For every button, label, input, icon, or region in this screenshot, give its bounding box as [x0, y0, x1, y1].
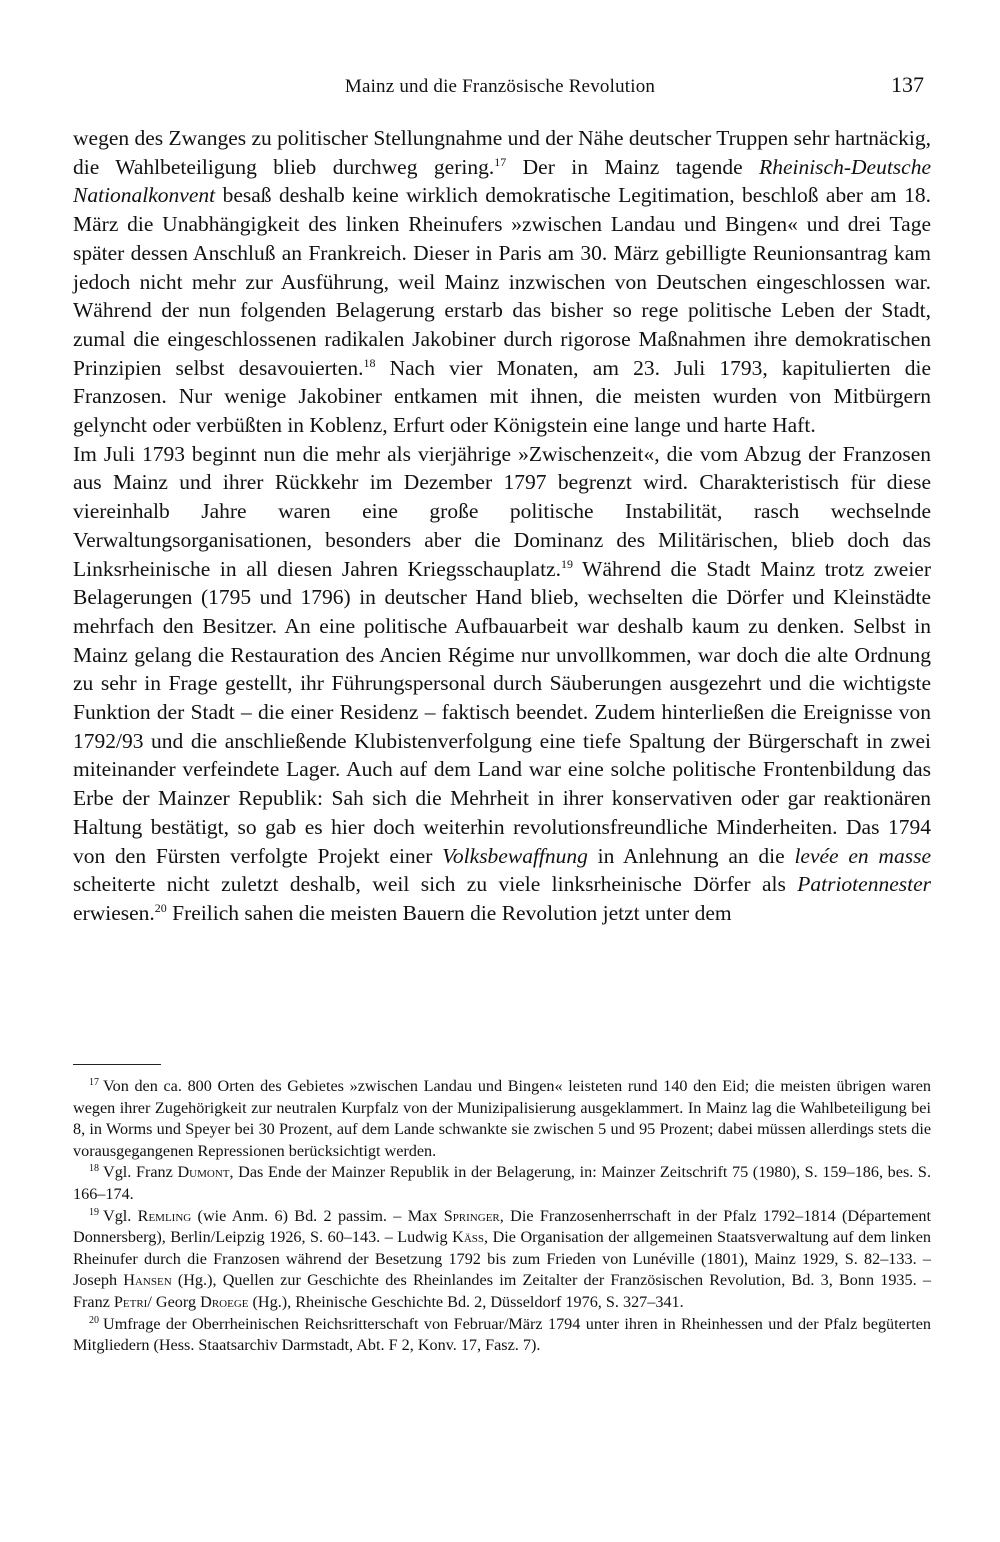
footnote-text: (wie Anm. 6) Bd. 2 passim. – Max — [191, 1206, 444, 1225]
text-run: Der in Mainz tagende — [506, 154, 760, 179]
emphasis: Patriotennester — [797, 872, 931, 897]
footnote-17 — [73, 1076, 931, 1162]
emphasis: levée en masse — [794, 843, 931, 868]
footnote-ref-19[interactable]: 19 — [560, 556, 573, 571]
text-run: erwiesen. — [73, 900, 155, 925]
footnote-mark: 19 — [89, 1206, 99, 1218]
page-number: 137 — [891, 72, 924, 97]
author-name: Hansen — [123, 1271, 172, 1290]
emphasis: Rheinisch-Deutsche Nationalkonvent — [73, 154, 931, 208]
author-name: Springer — [443, 1206, 500, 1225]
author-name: Remling — [137, 1206, 192, 1225]
text-run: in Anlehnung an die — [587, 843, 795, 868]
text-run: Im Juli 1793 beginnt nun die mehr als vierjährige »Zwischenzeit«, die vom Abzug der Franzosen aus Mainz und ihrer Rückkehr im Dezember 1797 begrenzt wird. Charakteristisch für diese viereinhalb Jahre waren eine große politische Instabilität, rasch wechselnde Verwaltungsorganisationen, besonders aber die Dominanz des Militärischen, blieb doch das Linksrheinische in all diesen Jahren Kriegsschauplatz. — [73, 441, 931, 581]
footnote-mark: 17 — [89, 1077, 99, 1088]
text-run: Während die Stadt Mainz trotz zweier Belagerungen (1795 und 1796) in deutscher Hand blieb, wechselten die Dörfer und Kleinstädte mehrfach den Besitzer. An eine politische Aufbauarbeit war deshalb kaum zu denken. Selbst in Mainz gelang die Restauration des Ancien Régime nur unvollkommen, war doch die alte Ordnung zu sehr in Frage gestellt, ihr Führungspersonal durch Säuberungen ausgezehrt und die wichtigste Funktion der Stadt – die einer Residenz – faktisch beendet. Zudem hinterließen die Ereignisse von 1792/93 und die anschließende Klubistenverfolgung eine tiefe Spaltung der Bürgerschaft in zwei miteinander verfeindete Lager. Auch auf dem Land war eine solche politische Frontenbildung das Erbe der Mainzer Republik: Sah sich die Mehrheit in ihrer konservativen oder gar reaktionären Haltung bestätigt, so gab es hier doch weiterhin revolutionsfreundliche Minderheiten. Das 1794 von den Fürsten verfolgte Projekt einer — [73, 556, 931, 868]
text-run: scheiterte nicht zuletzt deshalb, weil sich zu viele linksrheinische Dörfer als — [73, 872, 798, 897]
running-head — [70, 72, 930, 104]
footnote-text: , Die Franzosenherrschaft in der Pfalz 1792–1814 (Département Donnersberg), Berlin/Leipzig 1926, S. 60–143. – Ludwig — [73, 1206, 931, 1247]
footnote-19 — [73, 1206, 931, 1314]
footnote-text: Vgl. Franz — [103, 1163, 178, 1182]
footnote-text: Umfrage der Oberrheinischen Reichsritterschaft von Februar/März 1794 unter ihren in Rheinhessen und der Pfalz begüterten Mitgliedern (Hess. Staatsarchiv Darmstadt, Abt. F 2, Konv. 17, Fasz. 7). — [73, 1314, 931, 1355]
footnote-text: Von den ca. 800 Orten des Gebietes »zwischen Landau und Bingen« leisteten rund 140 den Eid; die meisten übrigen waren wegen ihrer Zugehörigkeit zur neutralen Kurpfalz von der Munizipalisierung ausgeklammert. In Mainz lag die Wahlbeteiligung bei 8, in Worms und Speyer bei 30 Prozent, auf dem Lande schwankte sie zwischen 5 und 95 Prozent; dabei müssen allerdings stets die vorausgegangenen Repressionen berücksichtigt werden. — [73, 1077, 931, 1160]
body-paragraph — [73, 124, 931, 440]
text-run: wegen des Zwanges zu politischer Stellungnahme und der Nähe deutscher Truppen sehr hartnäckig, die Wahlbeteiligung blieb durchweg gering. — [73, 126, 931, 179]
footnote-text: (Hg.), Quellen zur Geschichte des Rheinlandes im Zeitalter der Französischen Revolution, Bd. 3, Bonn 1935. – Franz — [73, 1271, 931, 1311]
footnote-ref-20[interactable]: 20 — [154, 900, 167, 915]
footnote-text: , Das Ende der Mainzer Republik in der Belagerung, in: Mainzer Zeitschrift 75 (1980), S. 159–186, bes. S. 166–174. — [73, 1163, 931, 1203]
author-name: Käss — [452, 1228, 485, 1247]
body-paragraph — [73, 440, 931, 928]
footnote-ref-17[interactable]: 17 — [494, 154, 507, 169]
footnote-20 — [73, 1314, 931, 1357]
text-run: besaß deshalb keine wirklich demokratische Legitimation, beschloß aber am 18. März die Unabhängigkeit des linken Rheinufers »zwischen Landau und Bingen« und drei Tage später dessen Anschluß an Frankreich. Dieser in Paris am 30. März gebilligte Reunionsantrag kam jedoch nicht mehr zur Ausführung, weil Mainz inzwischen von Deutschen eingeschlossen war. Während der nun folgenden Belagerung erstarb das bisher so rege politische Leben der Stadt, zumal die eingeschlossenen radikalen Jakobiner durch rigorose Maßnahmen ihre demokratischen Prinzipien selbst desavouierten. — [73, 183, 931, 380]
footnote-text: , Die Organisation der allgemeinen Staatsverwaltung auf dem linken Rheinufer durch die Franzosen während der Besetzung 1792 bis zum Frieden von Lunéville (1801), Mainz 1929, S. 82–133. – Joseph — [73, 1228, 931, 1290]
footnote-text: Vgl. — [103, 1206, 138, 1225]
emphasis: Volksbewaffnung — [442, 843, 588, 868]
footnote-18 — [73, 1162, 931, 1205]
running-title: Mainz und die Französische Revolution — [344, 76, 656, 97]
footnote-mark: 18 — [89, 1163, 99, 1175]
text-run: Nach vier Monaten, am 23. Juli 1793, kapitulierten die Franzosen. Nur wenige Jakobiner entkamen mit ihnen, die meisten wurden von Mitbürgern gelyncht oder verbüßten in Koblenz, Erfurt oder Königstein eine lange und harte Haft. — [73, 355, 931, 438]
text-run: Freilich sahen die meisten Bauern die Revolution jetzt unter dem — [166, 900, 732, 925]
footnote-separator — [73, 1064, 161, 1065]
footnotes — [73, 1076, 931, 1357]
footnote-text: / Georg — [147, 1292, 201, 1311]
author-name: Petri — [113, 1292, 148, 1311]
author-name: Droege — [200, 1292, 249, 1311]
footnote-mark: 20 — [89, 1314, 99, 1326]
footnote-ref-18[interactable]: 18 — [363, 355, 376, 370]
main-text — [73, 124, 931, 928]
author-name: Dumont — [177, 1163, 230, 1182]
footnote-text: (Hg.), Rheinische Geschichte Bd. 2, Düsseldorf 1976, S. 327–341. — [248, 1292, 684, 1311]
